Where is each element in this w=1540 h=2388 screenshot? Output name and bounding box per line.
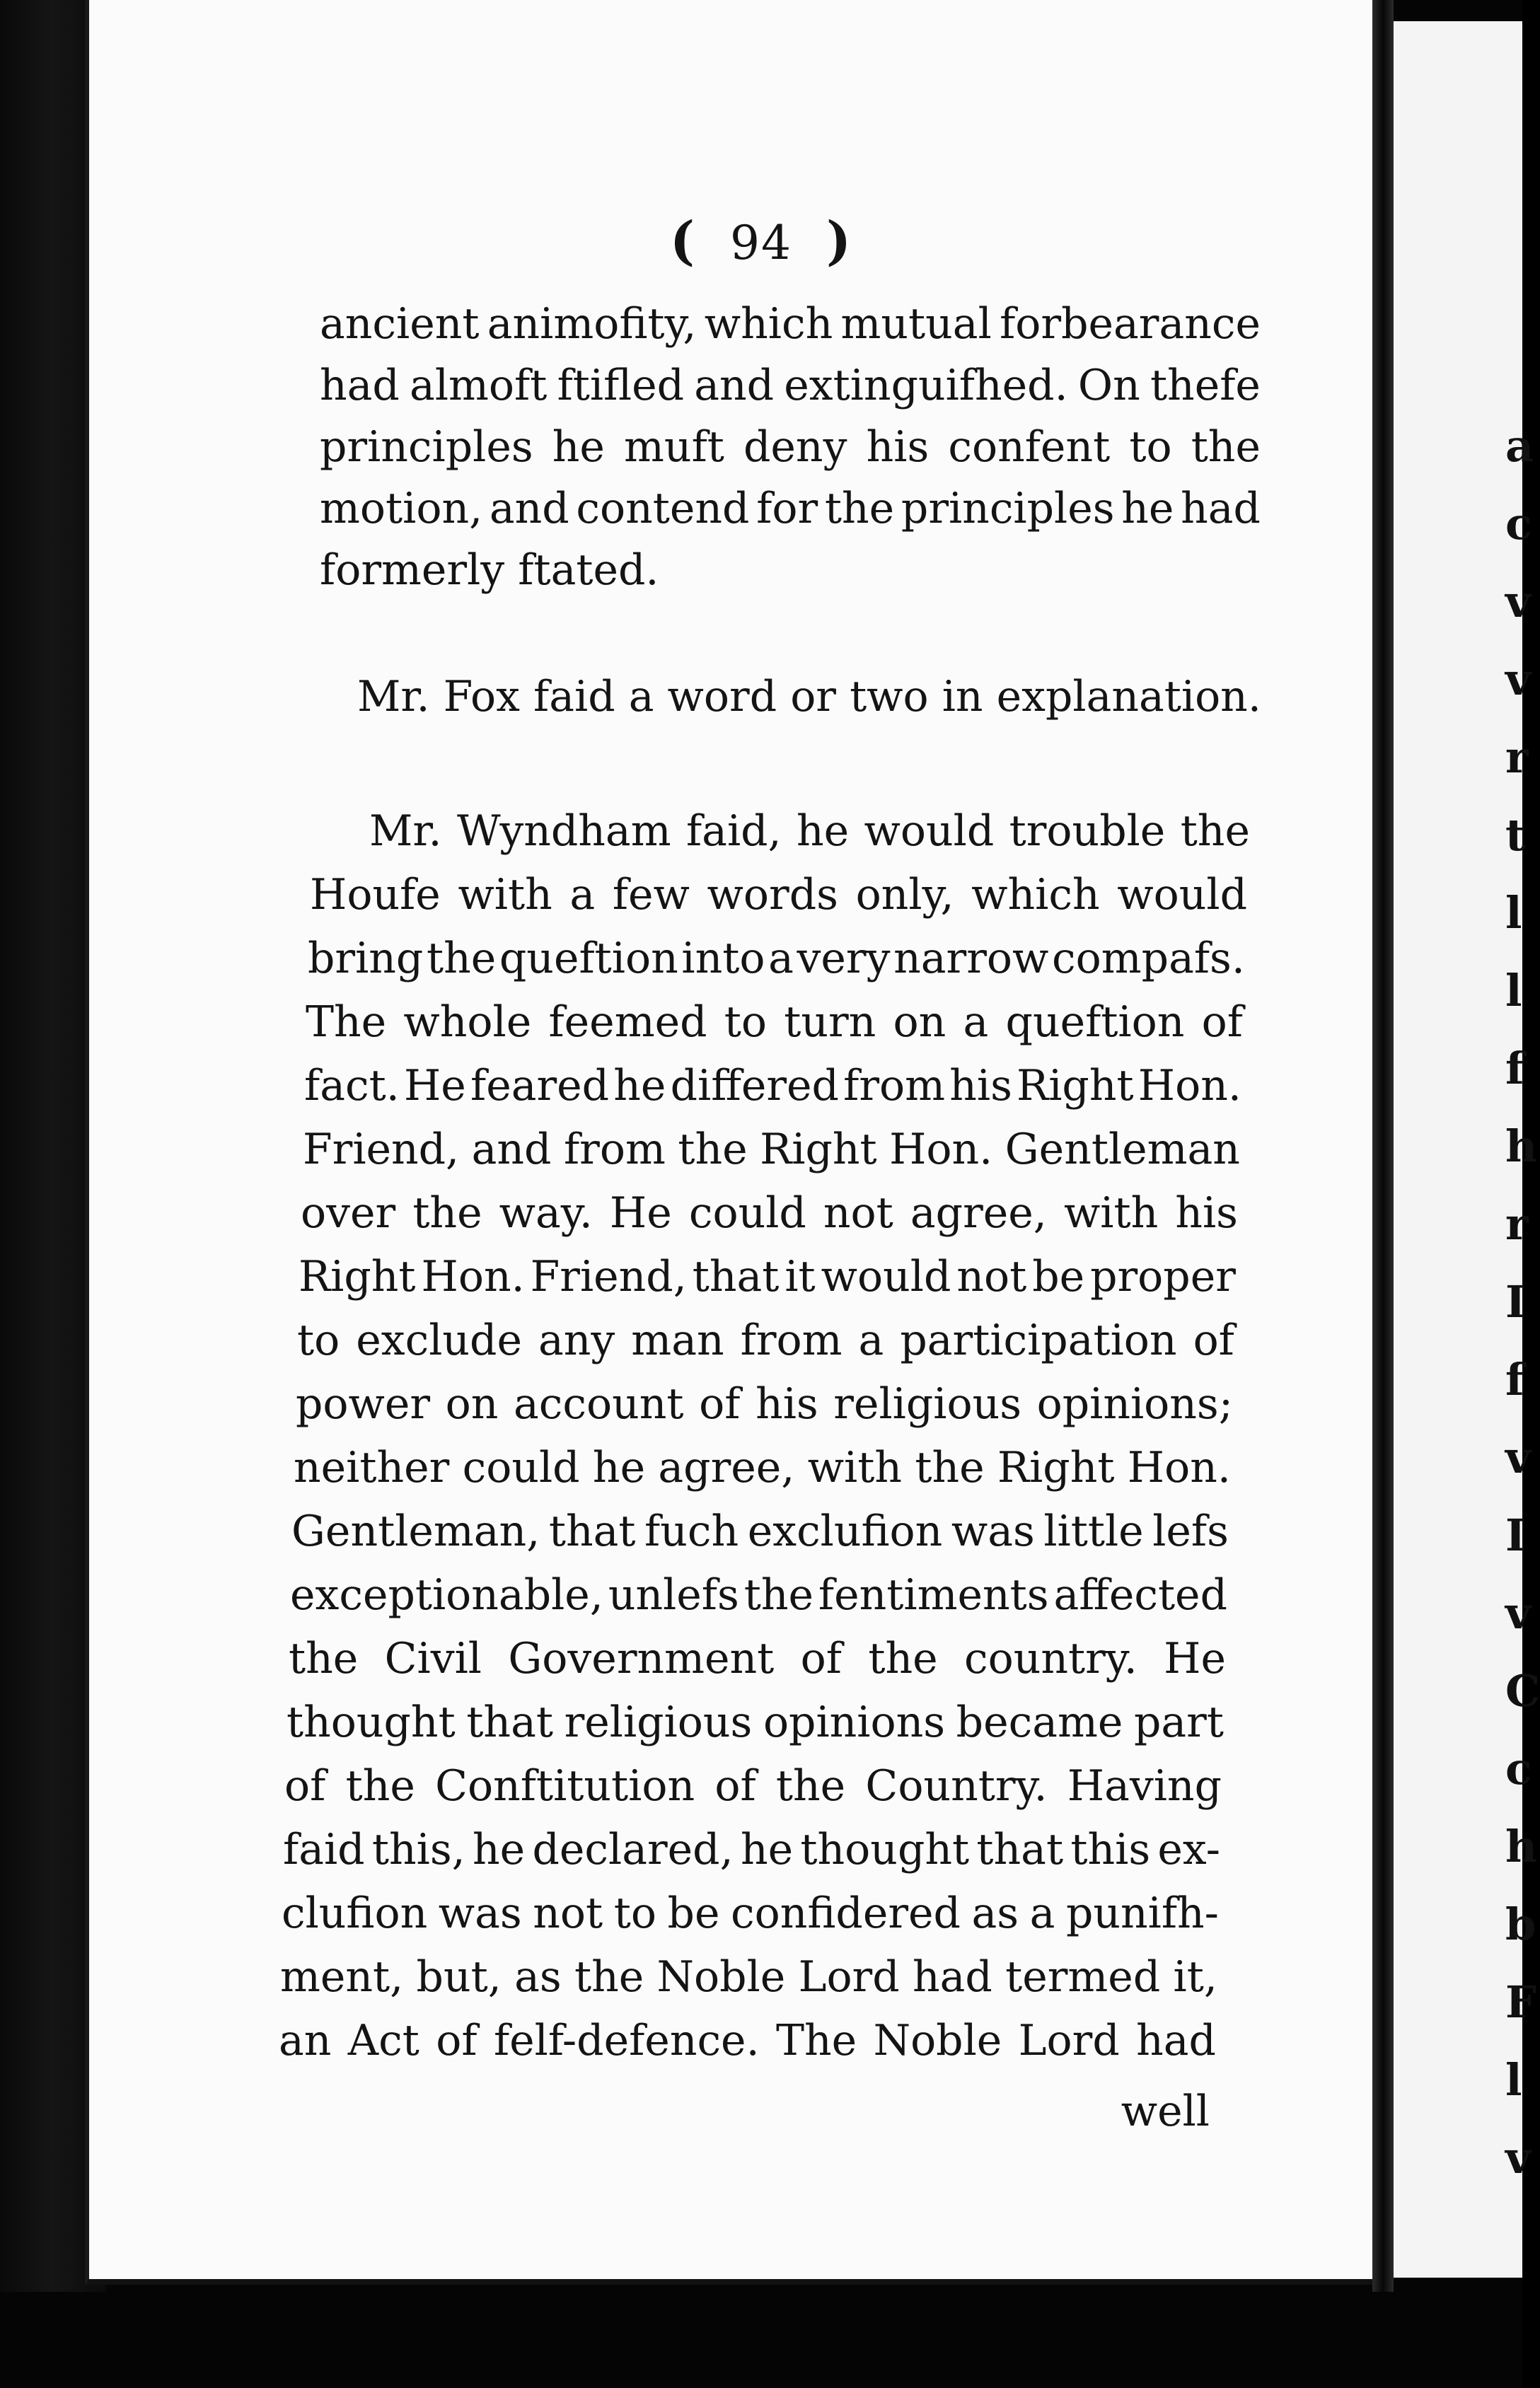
text-line bbox=[280, 1952, 1217, 2002]
word: he bbox=[797, 806, 850, 856]
facing-page-fragment: r bbox=[1505, 1198, 1529, 1250]
facing-page-fragment: a bbox=[1505, 420, 1534, 472]
word: could bbox=[688, 1188, 806, 1238]
facing-page-fragment: l bbox=[1505, 965, 1522, 1016]
word: and bbox=[694, 361, 775, 410]
word: mutual bbox=[840, 299, 992, 349]
word: on bbox=[445, 1379, 499, 1429]
word: very bbox=[797, 934, 891, 983]
word: the bbox=[426, 934, 497, 983]
word: feemed bbox=[548, 997, 707, 1047]
word: termed bbox=[1005, 1952, 1161, 2002]
word: over bbox=[301, 1188, 396, 1238]
word: agree, bbox=[658, 1443, 795, 1492]
word: which bbox=[704, 299, 833, 349]
text-line bbox=[320, 422, 1261, 472]
folio-close-paren: ) bbox=[826, 211, 852, 272]
word: Lord bbox=[798, 1952, 900, 2002]
word: of bbox=[284, 1761, 326, 1811]
word: Lord bbox=[1018, 2016, 1120, 2065]
word: only, bbox=[855, 870, 954, 920]
word: way. bbox=[499, 1188, 593, 1238]
word: this, bbox=[371, 1825, 465, 1874]
word: punifh- bbox=[1065, 1889, 1219, 1938]
word: that bbox=[466, 1698, 553, 1747]
word: a bbox=[1029, 1889, 1055, 1938]
word: the bbox=[743, 1570, 814, 1620]
word: felf-defence. bbox=[493, 2016, 760, 2065]
word: the bbox=[678, 1125, 748, 1174]
word: motion, bbox=[320, 484, 483, 533]
text-line bbox=[283, 1825, 1220, 1874]
word: Hon. bbox=[421, 1252, 525, 1302]
word: for bbox=[756, 484, 818, 533]
word: became bbox=[956, 1698, 1123, 1747]
word: Noble bbox=[873, 2016, 1002, 2065]
word: compafs. bbox=[1052, 934, 1245, 983]
word: animofity, bbox=[487, 299, 697, 349]
word: forbearance bbox=[1000, 299, 1261, 349]
text-line bbox=[294, 1443, 1231, 1492]
word: lefs bbox=[1152, 1507, 1229, 1556]
text-line bbox=[320, 299, 1261, 349]
word: a bbox=[569, 870, 596, 920]
word: He bbox=[609, 1188, 672, 1238]
word: He bbox=[403, 1061, 466, 1111]
word: fuch bbox=[644, 1507, 739, 1556]
word: whole bbox=[403, 997, 532, 1047]
text-line bbox=[303, 1125, 1240, 1174]
word: Act bbox=[347, 2016, 419, 2065]
catchword: well bbox=[1121, 2087, 1210, 2136]
facing-page-fragment: l bbox=[1505, 2054, 1522, 2106]
word: of bbox=[1193, 1316, 1234, 1365]
word: Right bbox=[997, 1443, 1115, 1492]
word: Right bbox=[760, 1125, 877, 1174]
word: Friend, bbox=[530, 1252, 687, 1302]
text-line bbox=[320, 484, 1261, 533]
facing-page-fragment: f bbox=[1505, 1043, 1524, 1094]
word: Hon. bbox=[1137, 1061, 1241, 1111]
facing-page-fragment: c bbox=[1505, 498, 1532, 550]
text-line: Mr. Fox faid a word or two in explanation. bbox=[357, 672, 1261, 721]
word: his bbox=[755, 1379, 818, 1429]
word: not bbox=[533, 1889, 603, 1938]
word: with bbox=[1063, 1188, 1159, 1238]
word: thefe bbox=[1150, 361, 1261, 410]
text-line bbox=[286, 1698, 1224, 1747]
text-line bbox=[304, 1061, 1241, 1111]
word: of bbox=[800, 1634, 842, 1683]
word: the bbox=[775, 1761, 846, 1811]
facing-page-fragment: I bbox=[1505, 1276, 1527, 1328]
word: muft bbox=[624, 422, 724, 472]
word: exclufion bbox=[747, 1507, 943, 1556]
word: opinions; bbox=[1036, 1379, 1233, 1429]
word: with bbox=[807, 1443, 902, 1492]
text-line: formerly ftated. bbox=[320, 545, 659, 595]
word: of bbox=[1201, 997, 1243, 1047]
word: would bbox=[821, 1252, 951, 1302]
word: as bbox=[971, 1889, 1019, 1938]
word: to bbox=[613, 1889, 656, 1938]
word: he bbox=[1121, 484, 1174, 533]
word: On bbox=[1077, 361, 1140, 410]
word: had bbox=[1181, 484, 1261, 533]
word: would bbox=[1117, 870, 1247, 920]
text-line bbox=[284, 1761, 1222, 1811]
word: differed bbox=[670, 1061, 839, 1111]
word: from bbox=[843, 1061, 946, 1111]
word: the bbox=[824, 484, 895, 533]
word: was bbox=[438, 1889, 522, 1938]
word: proper bbox=[1090, 1252, 1236, 1302]
word: power bbox=[296, 1379, 431, 1429]
word: thought bbox=[286, 1698, 456, 1747]
word: Country. bbox=[865, 1761, 1048, 1811]
text-line bbox=[279, 2016, 1216, 2065]
word: into bbox=[681, 934, 765, 983]
text-line bbox=[310, 870, 1247, 920]
word: but, bbox=[416, 1952, 502, 2002]
word: of bbox=[714, 1761, 756, 1811]
word: unlefs bbox=[608, 1570, 739, 1620]
word: neither bbox=[294, 1443, 450, 1492]
word: he bbox=[473, 1825, 526, 1874]
word: that bbox=[548, 1507, 636, 1556]
word: Noble bbox=[656, 1952, 786, 2002]
word: the bbox=[289, 1634, 359, 1683]
word: which bbox=[971, 870, 1100, 920]
text-line bbox=[299, 1252, 1236, 1302]
word: Having bbox=[1067, 1761, 1222, 1811]
word: not bbox=[956, 1252, 1027, 1302]
word: almoft bbox=[410, 361, 548, 410]
word: this bbox=[1070, 1825, 1151, 1874]
word: to bbox=[1129, 422, 1172, 472]
word: ment, bbox=[280, 1952, 404, 2002]
text-line bbox=[290, 1570, 1227, 1620]
word: confent bbox=[948, 422, 1111, 472]
word: the bbox=[1180, 806, 1250, 856]
scan-bottom-edge bbox=[0, 2292, 1522, 2388]
text-line bbox=[296, 1379, 1233, 1429]
word: turn bbox=[784, 997, 876, 1047]
word: and bbox=[471, 1125, 552, 1174]
word: The bbox=[776, 2016, 857, 2065]
text-line bbox=[301, 1188, 1238, 1238]
word: Friend, bbox=[303, 1125, 460, 1174]
facing-page-fragment: C bbox=[1505, 1665, 1540, 1717]
word: he bbox=[592, 1443, 646, 1492]
word: Mr. bbox=[369, 806, 442, 856]
word: religious bbox=[564, 1698, 753, 1747]
word: the bbox=[412, 1188, 482, 1238]
word: part bbox=[1134, 1698, 1224, 1747]
word: Gentleman bbox=[1005, 1125, 1240, 1174]
word: ex- bbox=[1157, 1825, 1220, 1874]
word: he bbox=[613, 1061, 666, 1111]
word: a bbox=[768, 934, 794, 983]
word: to bbox=[297, 1316, 340, 1365]
word: queftion bbox=[499, 934, 678, 983]
word: not bbox=[823, 1188, 893, 1238]
word: had bbox=[1136, 2016, 1216, 2065]
word: principles bbox=[320, 422, 533, 472]
word: that bbox=[692, 1252, 780, 1302]
word: fact. bbox=[304, 1061, 400, 1111]
word: deny bbox=[743, 422, 847, 472]
text-line bbox=[289, 1634, 1226, 1683]
text-line bbox=[320, 361, 1261, 410]
word: his bbox=[866, 422, 930, 472]
facing-page-fragment: l bbox=[1505, 887, 1522, 939]
word: He bbox=[1164, 1634, 1226, 1683]
facing-page-fragment: b bbox=[1505, 1899, 1536, 1950]
word: contend bbox=[576, 484, 750, 533]
word: Gentleman, bbox=[291, 1507, 540, 1556]
page-number bbox=[0, 211, 1522, 272]
word: declared, bbox=[532, 1825, 734, 1874]
word: clufion bbox=[282, 1889, 428, 1938]
word: principles bbox=[901, 484, 1115, 533]
facing-page-fragment: r bbox=[1505, 731, 1529, 783]
word: faid bbox=[283, 1825, 365, 1874]
word: participation bbox=[900, 1316, 1177, 1365]
word: the bbox=[915, 1443, 985, 1492]
word: thought bbox=[800, 1825, 970, 1874]
word: words bbox=[707, 870, 838, 920]
word: religious bbox=[833, 1379, 1022, 1429]
facing-page-fragment: v bbox=[1505, 2132, 1532, 2184]
folio-number: 94 bbox=[730, 216, 792, 270]
facing-page-fragment: F bbox=[1505, 1976, 1537, 2028]
word: it, bbox=[1173, 1952, 1217, 2002]
word: The bbox=[306, 997, 387, 1047]
word: Hon. bbox=[1127, 1443, 1231, 1492]
word: agree, bbox=[910, 1188, 1047, 1238]
word: be bbox=[1032, 1252, 1085, 1302]
word: ftifled bbox=[557, 361, 685, 410]
facing-page-fragment: c bbox=[1505, 1743, 1532, 1795]
word: with bbox=[458, 870, 552, 920]
word: from bbox=[563, 1125, 666, 1174]
word: any bbox=[538, 1316, 615, 1365]
facing-page-fragment: h bbox=[1505, 1120, 1538, 1172]
word: Houfe bbox=[310, 870, 441, 920]
word: had bbox=[320, 361, 400, 410]
word: Civil bbox=[384, 1634, 482, 1683]
word: a bbox=[858, 1316, 884, 1365]
word: was bbox=[951, 1507, 1035, 1556]
word: he bbox=[552, 422, 605, 472]
word: Government bbox=[508, 1634, 775, 1683]
word: he bbox=[740, 1825, 794, 1874]
word: of bbox=[699, 1379, 741, 1429]
text-line bbox=[291, 1507, 1229, 1556]
word: that bbox=[976, 1825, 1064, 1874]
word: Wyndham bbox=[456, 806, 671, 856]
text-line bbox=[297, 1316, 1234, 1365]
word: from bbox=[740, 1316, 843, 1365]
word: the bbox=[1191, 422, 1261, 472]
word: exclude bbox=[356, 1316, 522, 1365]
word: faid, bbox=[685, 806, 782, 856]
word: exceptionable, bbox=[290, 1570, 603, 1620]
word: and bbox=[489, 484, 569, 533]
text-line bbox=[282, 1889, 1219, 1938]
word: would bbox=[864, 806, 995, 856]
word: Right bbox=[299, 1252, 416, 1302]
facing-page bbox=[1394, 21, 1522, 2278]
word: opinions bbox=[763, 1698, 946, 1747]
word: had bbox=[912, 1952, 992, 2002]
word: the bbox=[345, 1761, 415, 1811]
page-gutter bbox=[1372, 0, 1394, 2306]
word: bring bbox=[308, 934, 424, 983]
word: country. bbox=[963, 1634, 1137, 1683]
facing-page-fragment: v bbox=[1505, 654, 1532, 705]
facing-page-fragment: f bbox=[1505, 1354, 1524, 1405]
text-line bbox=[306, 997, 1243, 1047]
facing-page-fragment: h bbox=[1505, 1821, 1538, 1872]
word: as bbox=[514, 1952, 562, 2002]
word: extinguifhed. bbox=[784, 361, 1068, 410]
word: trouble bbox=[1009, 806, 1166, 856]
word: be bbox=[667, 1889, 720, 1938]
word: Conftitution bbox=[435, 1761, 695, 1811]
text-line bbox=[369, 806, 1250, 856]
word: ancient bbox=[320, 299, 480, 349]
word: queftion bbox=[1005, 997, 1185, 1047]
facing-page-fragment: v bbox=[1505, 1587, 1532, 1639]
word: on bbox=[893, 997, 946, 1047]
word: an bbox=[279, 2016, 332, 2065]
word: little bbox=[1043, 1507, 1144, 1556]
word: confidered bbox=[731, 1889, 961, 1938]
facing-page-fragment: t bbox=[1505, 809, 1526, 861]
facing-page-fragment: v bbox=[1505, 1432, 1532, 1483]
word: a bbox=[963, 997, 989, 1047]
word: Hon. bbox=[889, 1125, 993, 1174]
word: could bbox=[462, 1443, 580, 1492]
folio-open-paren: ( bbox=[669, 211, 696, 272]
word: narrow bbox=[893, 934, 1049, 983]
word: it bbox=[785, 1252, 816, 1302]
word: few bbox=[612, 870, 690, 920]
facing-page-fragment: I bbox=[1505, 1509, 1527, 1561]
word: the bbox=[574, 1952, 644, 2002]
word: to bbox=[724, 997, 767, 1047]
text-line bbox=[308, 934, 1245, 983]
word: affected bbox=[1053, 1570, 1227, 1620]
word: fentiments bbox=[818, 1570, 1049, 1620]
word: feared bbox=[470, 1061, 610, 1111]
word: his bbox=[949, 1061, 1012, 1111]
word: his bbox=[1175, 1188, 1238, 1238]
word: of bbox=[436, 2016, 477, 2065]
word: the bbox=[868, 1634, 938, 1683]
word: account bbox=[514, 1379, 684, 1429]
word: Right bbox=[1017, 1061, 1134, 1111]
word: man bbox=[631, 1316, 724, 1365]
facing-page-fragment: v bbox=[1505, 576, 1532, 627]
